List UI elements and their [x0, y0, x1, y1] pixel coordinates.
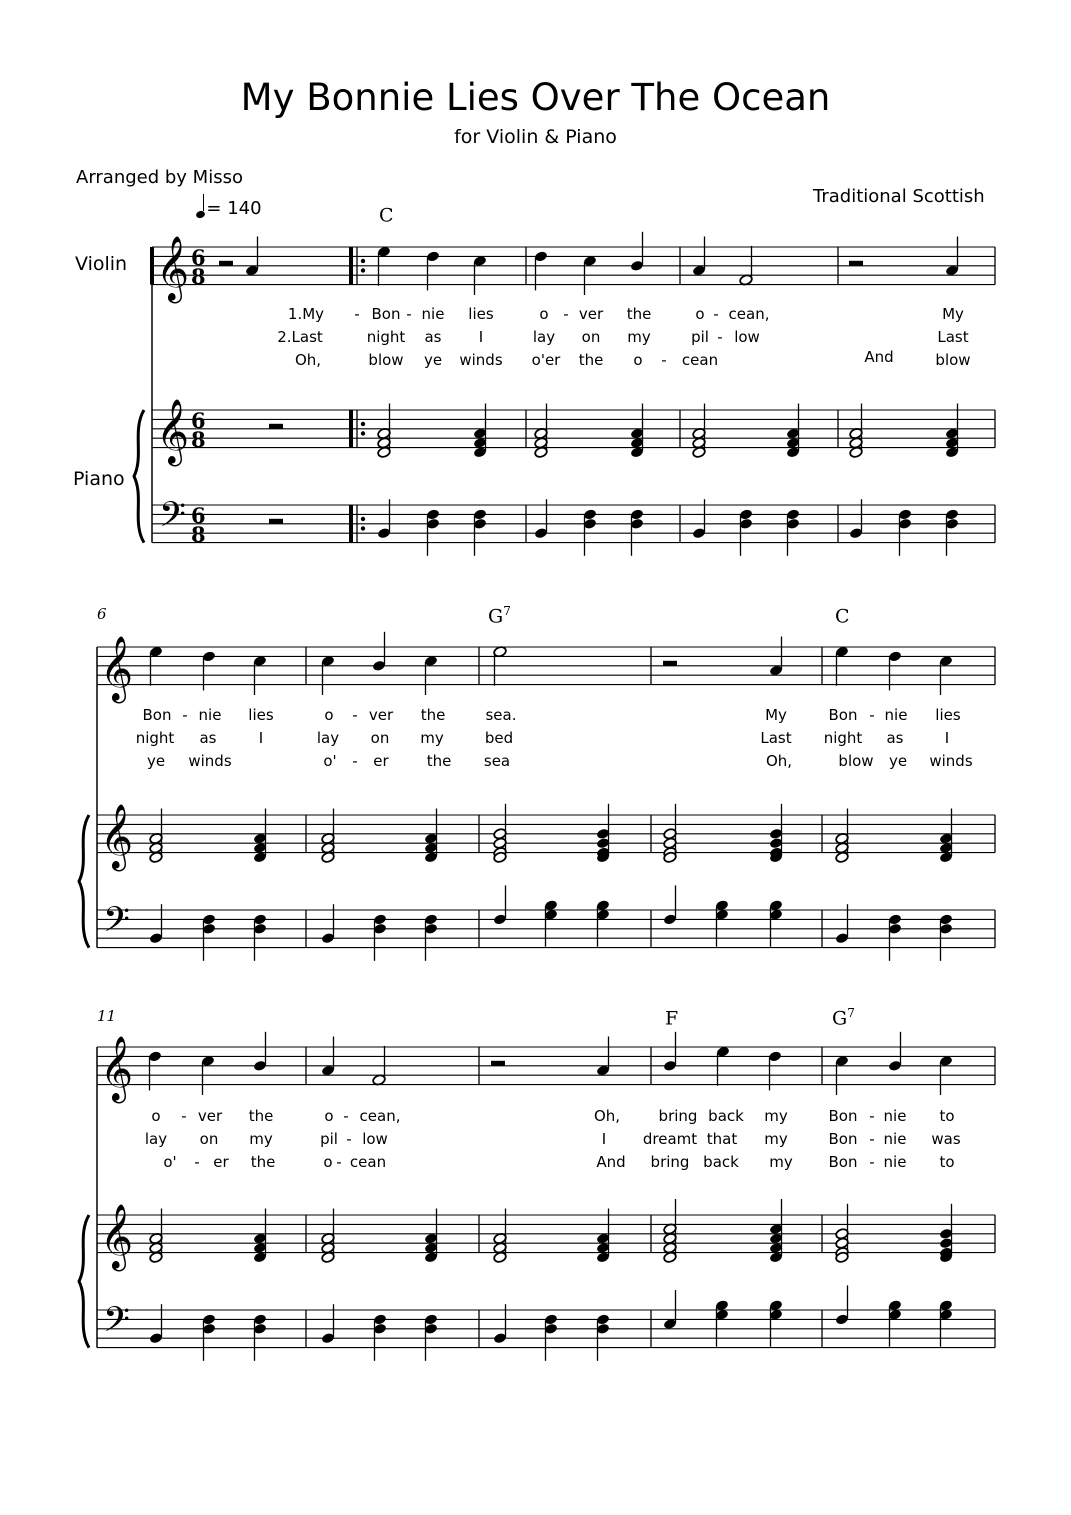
lyric-syllable: o'	[163, 1153, 177, 1171]
lyric-syllable: to	[939, 1107, 955, 1125]
lyric-syllable: lies	[468, 305, 494, 323]
lyric-syllable: nie	[884, 706, 908, 724]
lyric-hyphen: -	[869, 706, 875, 724]
lyric-syllable: the	[250, 1153, 276, 1171]
lyric-syllable: nie	[883, 1107, 907, 1125]
lyric-syllable: bring	[658, 1107, 698, 1125]
lyric-syllable: my	[249, 1130, 273, 1148]
lyric-syllable: was	[931, 1130, 961, 1148]
repeat-dot	[361, 431, 365, 435]
chord-name: C	[835, 605, 850, 628]
chord-name: G	[488, 605, 504, 628]
lyric-syllable: o	[324, 706, 334, 724]
lyric-syllable: blow	[368, 351, 404, 369]
lyric-syllable: blow	[838, 752, 874, 770]
lyric-syllable: Last	[760, 729, 792, 747]
time-signature-denominator: 8	[191, 427, 206, 452]
lyric-hyphen: -	[869, 1130, 875, 1148]
lyric-syllable: that	[706, 1130, 738, 1148]
time-signature-numerator: 6	[191, 245, 206, 270]
lyric-syllable: winds	[188, 752, 232, 770]
lyric-syllable: as	[199, 729, 217, 747]
lyric-hyphen: -	[343, 1107, 349, 1125]
bass-clef-icon: 𝄢	[103, 1299, 131, 1348]
lyric-syllable: My	[765, 706, 787, 724]
lyric-syllable: my	[764, 1107, 788, 1125]
lyric-hyphen: -	[182, 706, 188, 724]
lyric-syllable: low	[734, 328, 760, 346]
lyric-syllable: my	[769, 1153, 793, 1171]
lyric-syllable: Oh,	[593, 1107, 621, 1125]
lyric-syllable: I	[258, 729, 264, 747]
lyric-hyphen: -	[661, 351, 667, 369]
lyric-syllable: the	[420, 706, 446, 724]
time-signature-denominator: 8	[191, 522, 206, 547]
lyric-syllable: my	[627, 328, 651, 346]
lyric-hyphen: -	[194, 1153, 200, 1171]
lyric-syllable: nie	[198, 706, 222, 724]
lyric-syllable: er	[373, 752, 389, 770]
composer-credit: Traditional Scottish	[813, 186, 985, 207]
lyric-syllable: to	[939, 1153, 955, 1171]
chord-extension: 7	[503, 604, 511, 618]
lyric-syllable: winds	[459, 351, 503, 369]
lyric-hyphen: -	[352, 706, 358, 724]
time-signature-denominator: 8	[191, 264, 206, 289]
lyric-hyphen: -	[717, 328, 723, 346]
lyric-syllable: 2.Last	[277, 328, 323, 346]
lyric-syllable: Bon	[828, 1153, 858, 1171]
lyric-syllable: the	[578, 351, 604, 369]
lyric-syllable: night	[823, 729, 863, 747]
lyric-syllable: back	[703, 1153, 739, 1171]
lyric-syllable: lay	[532, 328, 556, 346]
repeat-dot	[361, 422, 365, 426]
lyric-syllable: Oh,	[294, 351, 322, 369]
lyric-syllable: I	[601, 1130, 607, 1148]
lyric-syllable: on	[199, 1130, 219, 1148]
lyric-syllable: I	[944, 729, 950, 747]
lyric-syllable: cean,	[359, 1107, 401, 1125]
lyric-syllable: o	[151, 1107, 161, 1125]
lyric-hyphen: -	[346, 1130, 352, 1148]
time-signature-numerator: 6	[191, 408, 206, 433]
score-title: My Bonnie Lies Over The Ocean	[240, 76, 831, 119]
bass-clef-icon: 𝄢	[159, 494, 187, 543]
lyric-syllable: my	[420, 729, 444, 747]
lyric-syllable: nie	[883, 1130, 907, 1148]
lyric-hyphen: -	[181, 1107, 187, 1125]
treble-clef-icon: 𝄞	[100, 804, 134, 869]
lyric-hyphen: -	[336, 1153, 342, 1171]
lyric-syllable: my	[764, 1130, 788, 1148]
half-rest-icon	[849, 261, 863, 266]
lyric-syllable: And	[864, 348, 894, 366]
measure-number: 11	[97, 1007, 117, 1025]
score-subtitle: for Violin & Piano	[454, 126, 617, 148]
lyric-syllable: Bon	[142, 706, 172, 724]
lyric-syllable: the	[248, 1107, 274, 1125]
lyric-hyphen: -	[869, 1153, 875, 1171]
lyric-syllable: o'	[323, 752, 337, 770]
lyric-syllable: night	[135, 729, 175, 747]
lyric-syllable: winds	[929, 752, 973, 770]
repeat-dot	[361, 526, 365, 530]
lyric-hyphen: -	[869, 1107, 875, 1125]
lyric-syllable: bring	[650, 1153, 690, 1171]
chord-name: C	[379, 204, 394, 227]
arranger-credit: Arranged by Misso	[76, 167, 243, 188]
repeat-dot	[361, 259, 365, 263]
lyric-syllable: cean	[681, 351, 719, 369]
lyric-syllable: back	[708, 1107, 744, 1125]
lyric-syllable: bed	[484, 729, 514, 747]
tempo-value: = 140	[206, 198, 262, 219]
lyric-syllable: the	[626, 305, 652, 323]
treble-clef-icon: 𝄞	[100, 636, 134, 701]
lyric-syllable: nie	[421, 305, 445, 323]
time-signature-numerator: 6	[191, 503, 206, 528]
chord-extension: 7	[847, 1006, 855, 1020]
lyric-syllable: low	[362, 1130, 388, 1148]
lyric-syllable: cean,	[728, 305, 770, 323]
lyric-hyphen: -	[713, 305, 719, 323]
chord-name: G	[832, 1007, 848, 1030]
lyric-syllable: cean	[349, 1153, 387, 1171]
lyric-hyphen: -	[352, 752, 358, 770]
treble-clef-icon: 𝄞	[156, 236, 190, 301]
lyric-hyphen: -	[354, 305, 360, 323]
lyric-syllable: ver	[197, 1107, 223, 1125]
lyric-syllable: lay	[144, 1130, 168, 1148]
measure-number: 6	[97, 605, 107, 623]
lyric-syllable: the	[426, 752, 452, 770]
half-rest-icon	[491, 1061, 505, 1066]
half-rest-icon	[269, 424, 283, 429]
lyric-syllable: ye	[146, 752, 166, 770]
lyric-syllable: sea.	[485, 706, 517, 724]
lyric-syllable: blow	[935, 351, 971, 369]
lyric-syllable: night	[366, 328, 406, 346]
lyric-syllable: pil	[320, 1130, 338, 1148]
lyric-syllable: er	[213, 1153, 229, 1171]
lyric-syllable: o	[633, 351, 643, 369]
lyric-hyphen: -	[563, 305, 569, 323]
treble-clef-icon: 𝄞	[156, 399, 190, 464]
half-rest-icon	[663, 661, 677, 666]
brace-icon	[134, 410, 144, 543]
lyric-syllable: I	[478, 328, 484, 346]
lyric-syllable: Bon	[828, 1107, 858, 1125]
lyric-syllable: Last	[937, 328, 969, 346]
lyric-syllable: as	[886, 729, 904, 747]
lyric-syllable: Bon	[371, 305, 401, 323]
instrument-label-violin: Violin	[75, 253, 128, 275]
lyric-syllable: lay	[316, 729, 340, 747]
lyric-syllable: Bon	[828, 706, 858, 724]
lyric-syllable: on	[581, 328, 601, 346]
repeat-dot	[361, 517, 365, 521]
lyric-syllable: o	[539, 305, 549, 323]
lyric-syllable: o	[695, 305, 705, 323]
lyric-syllable: 1.My	[287, 305, 325, 323]
half-rest-icon	[219, 261, 233, 266]
brace-icon	[79, 1215, 89, 1348]
instrument-label-piano: Piano	[73, 468, 125, 490]
bass-clef-icon: 𝄢	[103, 899, 131, 948]
lyric-syllable: as	[424, 328, 442, 346]
lyric-hyphen: -	[406, 305, 412, 323]
lyric-syllable: o	[323, 1153, 333, 1171]
repeat-dot	[361, 268, 365, 272]
lyric-syllable: nie	[883, 1153, 907, 1171]
treble-clef-icon: 𝄞	[100, 1204, 134, 1269]
lyric-syllable: My	[942, 305, 964, 323]
lyric-syllable: lies	[935, 706, 961, 724]
treble-clef-icon: 𝄞	[100, 1036, 134, 1101]
lyric-syllable: ye	[888, 752, 908, 770]
lyric-syllable: ye	[423, 351, 443, 369]
half-rest-icon	[269, 519, 283, 524]
lyric-syllable: ver	[578, 305, 604, 323]
lyric-syllable: o'er	[531, 351, 561, 369]
brace-icon	[79, 815, 89, 948]
lyric-syllable: ver	[368, 706, 394, 724]
chord-name: F	[665, 1007, 679, 1030]
lyric-syllable: And	[596, 1153, 626, 1171]
lyric-syllable: on	[370, 729, 390, 747]
lyric-syllable: o	[324, 1107, 334, 1125]
lyric-syllable: lies	[248, 706, 274, 724]
lyric-syllable: pil	[691, 328, 709, 346]
lyric-syllable: dreamt	[642, 1130, 698, 1148]
lyric-syllable: Bon	[828, 1130, 858, 1148]
lyric-syllable: Oh,	[765, 752, 793, 770]
lyric-syllable: sea	[483, 752, 511, 770]
